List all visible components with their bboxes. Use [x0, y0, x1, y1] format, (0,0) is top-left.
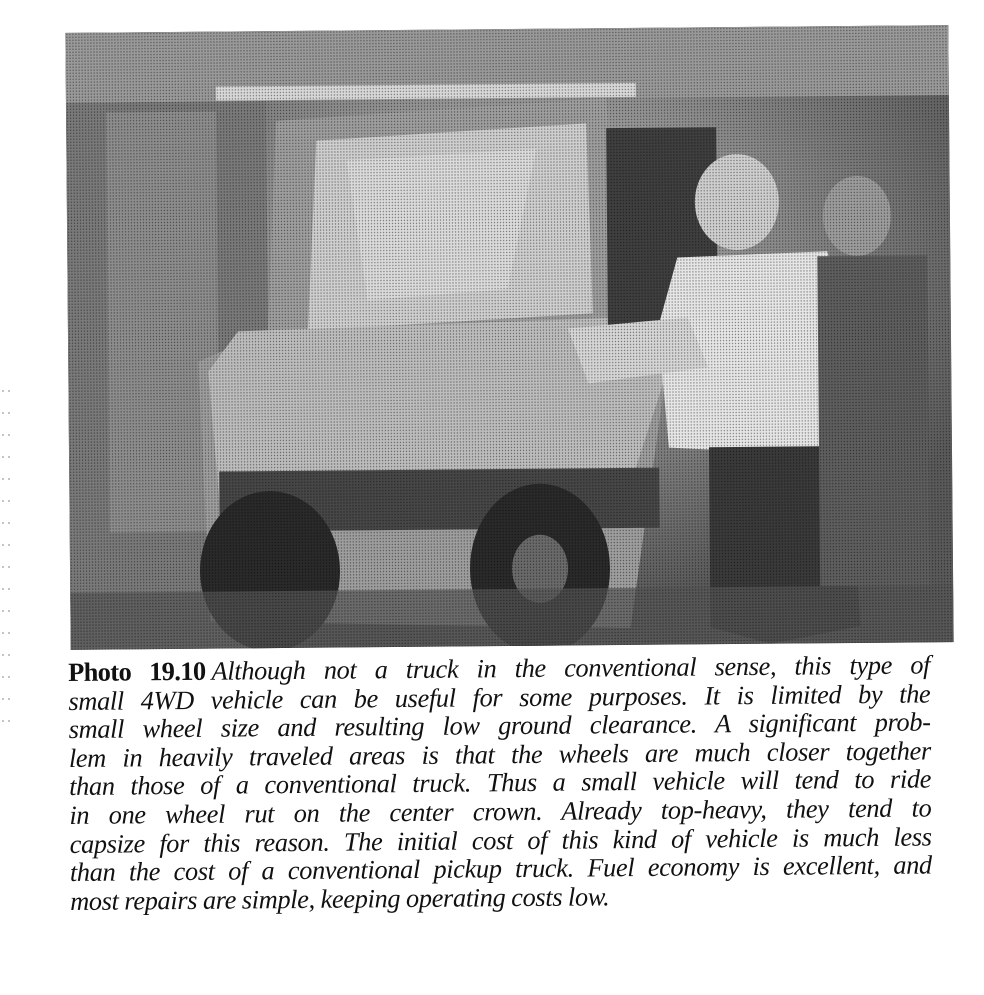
- photo-caption: [68, 650, 932, 915]
- photo-label: Photo 19.10: [67, 655, 206, 687]
- caption-line-5: than those of a conventional truck. Thus a small vehicle will tend to ride: [68, 763, 932, 802]
- scan-margin-dots: [0, 380, 12, 740]
- halftone-photo: [65, 25, 953, 650]
- caption-line-8: than the cost of a conventional pickup truck. Fuel economy is excellent, and: [69, 849, 932, 888]
- caption-line-3: small wheel size and resulting low ground clearance. A significant prob-: [68, 706, 931, 745]
- caption-line-7: capsize for this reason. The initial cost of this kind of vehicle is much less: [69, 821, 932, 859]
- caption-line-9: most repairs are simple, keeping operating costs low.: [69, 881, 610, 916]
- caption-text: Although not a truck in the conventional sense, this type of: [211, 649, 931, 686]
- halftone-overlay: [65, 25, 953, 650]
- caption-line-4: lem in heavily traveled areas is that the wheels are much closer together: [68, 735, 931, 773]
- caption-line-2: small 4WD vehicle can be useful for some purposes. It is limited by the: [68, 678, 931, 716]
- vehicle-photo: [65, 25, 953, 650]
- caption-line-6: in one wheel rut on the center crown. Already top-heavy, they tend to: [69, 792, 932, 830]
